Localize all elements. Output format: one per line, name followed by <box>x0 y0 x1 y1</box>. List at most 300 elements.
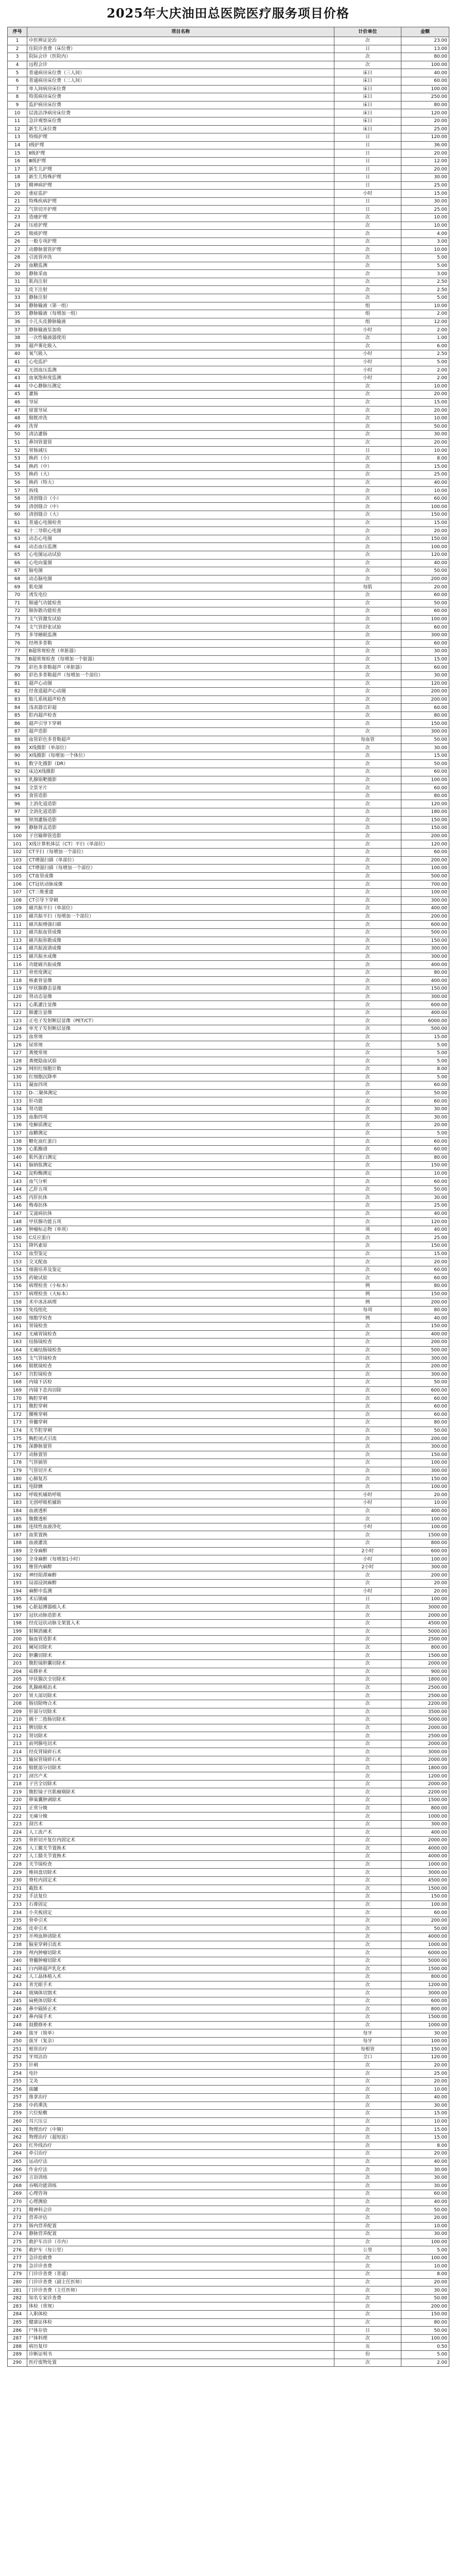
item-name: 医疗废物处置 <box>27 2359 334 2367</box>
price-amount: 40.00 <box>401 2094 449 2102</box>
row-number: 59 <box>8 503 27 511</box>
table-row <box>8 1732 449 1740</box>
table-row <box>8 744 449 752</box>
row-number: 94 <box>8 784 27 792</box>
pricing-unit: 次 <box>334 2230 401 2239</box>
item-name: 术后镇痛 <box>27 1596 334 1604</box>
price-amount: 400.00 <box>401 1507 449 1515</box>
row-number: 150 <box>8 1234 27 1242</box>
table-row <box>8 1178 449 1186</box>
item-name: 压疮护理 <box>27 222 334 230</box>
table-row <box>8 1780 449 1788</box>
pricing-unit: 次 <box>334 61 401 69</box>
item-name: 血浆置换 <box>27 1531 334 1539</box>
pricing-unit: 次 <box>334 1507 401 1515</box>
pricing-unit: 次 <box>334 1909 401 1917</box>
pricing-unit: 床日 <box>334 69 401 77</box>
table-row <box>8 1395 449 1403</box>
table-row <box>8 1266 449 1274</box>
price-amount: 20.00 <box>401 2278 449 2286</box>
pricing-unit: 小时 <box>334 1499 401 1507</box>
row-number: 95 <box>8 792 27 800</box>
item-name: 人工膝关节置换术 <box>27 1853 334 1861</box>
row-number: 135 <box>8 1113 27 1122</box>
pricing-unit: 床日 <box>334 117 401 125</box>
table-row <box>8 953 449 961</box>
table-row <box>8 1957 449 1965</box>
pricing-unit: 次 <box>334 503 401 511</box>
pricing-unit: 次 <box>334 422 401 431</box>
table-row <box>8 865 449 873</box>
price-amount: 100.00 <box>401 2238 449 2246</box>
item-name: 连续性血液净化 <box>27 1523 334 1531</box>
pricing-unit: 次 <box>334 1185 401 1194</box>
item-name: 超声心动图 <box>27 680 334 688</box>
table-row <box>8 1740 449 1748</box>
price-amount: 60.00 <box>401 1145 449 1154</box>
pricing-unit: 次 <box>334 2254 401 2262</box>
table-row <box>8 776 449 784</box>
price-amount: 80.00 <box>401 969 449 977</box>
item-name: 胸腔穿刺 <box>27 1395 334 1403</box>
item-name: 脊柱内固定术 <box>27 1876 334 1885</box>
row-number: 38 <box>8 334 27 342</box>
price-amount: 100.00 <box>401 1596 449 1604</box>
pricing-unit: 次 <box>334 1017 401 1025</box>
table-row <box>8 1402 449 1411</box>
pricing-unit: 日 <box>334 149 401 158</box>
item-name: 病历复印 <box>27 2343 334 2351</box>
price-amount: 1500.00 <box>401 1531 449 1539</box>
table-row <box>8 1009 449 1017</box>
item-name: 无痛结肠镜检查 <box>27 1346 334 1354</box>
header-no: 序号 <box>8 27 27 37</box>
row-number: 147 <box>8 1210 27 1218</box>
row-number: 244 <box>8 1989 27 1997</box>
item-name: 一次性输液器使用 <box>27 334 334 342</box>
table-row <box>8 2334 449 2343</box>
item-name: 关节腔穿刺 <box>27 1427 334 1435</box>
pricing-unit: 次 <box>334 1419 401 1427</box>
price-amount: 1500.00 <box>401 1652 449 1660</box>
table-row <box>8 1973 449 1981</box>
table-row <box>8 1820 449 1828</box>
pricing-unit: 次 <box>334 2126 401 2134</box>
table-row <box>8 511 449 519</box>
pricing-unit: 次 <box>334 1178 401 1186</box>
pricing-unit: 次 <box>334 1812 401 1821</box>
price-amount: 20.00 <box>401 391 449 399</box>
table-row <box>8 2327 449 2335</box>
price-amount: 30.00 <box>401 2102 449 2110</box>
table-row <box>8 937 449 945</box>
pricing-unit: 日 <box>334 165 401 174</box>
price-amount: 12.00 <box>401 318 449 326</box>
table-row <box>8 133 449 142</box>
table-row <box>8 1491 449 1499</box>
row-number: 63 <box>8 535 27 543</box>
table-row <box>8 591 449 599</box>
header-amount: 金额 <box>401 27 449 37</box>
item-name: 胎儿系统超声检查 <box>27 696 334 704</box>
row-number: 167 <box>8 1370 27 1379</box>
pricing-unit: 次 <box>334 1869 401 1877</box>
item-name: 冠状动脉造影术 <box>27 1612 334 1620</box>
table-row <box>8 2278 449 2286</box>
row-number: 64 <box>8 543 27 551</box>
table-row <box>8 1154 449 1162</box>
table-row <box>8 2302 449 2311</box>
item-name: 卵巢囊肿剥除术 <box>27 1797 334 1805</box>
item-name: 肌肉注射 <box>27 278 334 286</box>
item-name: 重症监护 <box>27 190 334 198</box>
pricing-unit: 次 <box>334 1250 401 1258</box>
item-name: 神经阻滞麻醉 <box>27 1571 334 1580</box>
pricing-unit: 次 <box>334 1628 401 1636</box>
table-row <box>8 945 449 953</box>
price-amount: 5000.00 <box>401 1628 449 1636</box>
item-name: 腹腔镜子宫肌瘤剔除术 <box>27 1788 334 1797</box>
table-row <box>8 2182 449 2190</box>
pricing-unit: 次 <box>334 382 401 391</box>
pricing-unit: 次 <box>334 800 401 808</box>
price-amount: 1800.00 <box>401 1676 449 1684</box>
row-number: 91 <box>8 760 27 768</box>
pricing-unit: 次 <box>334 591 401 599</box>
pricing-unit: 次 <box>334 1844 401 1853</box>
table-row <box>8 1427 449 1435</box>
pricing-unit: 次 <box>334 2294 401 2302</box>
item-name: 淀粉酶测定 <box>27 1170 334 1178</box>
row-number: 288 <box>8 2343 27 2351</box>
row-number: 171 <box>8 1402 27 1411</box>
pricing-unit: 次 <box>334 1234 401 1242</box>
item-name: 脑血管造影术 <box>27 1636 334 1644</box>
item-name: 超声引导下穿刺 <box>27 720 334 728</box>
pricing-unit: 次 <box>334 1435 401 1443</box>
price-amount: 120.00 <box>401 680 449 688</box>
pricing-unit: 次 <box>334 559 401 567</box>
pricing-unit: 次 <box>334 2158 401 2166</box>
pricing-unit: 次 <box>334 888 401 896</box>
table-row <box>8 1837 449 1845</box>
price-amount: 30.00 <box>401 2286 449 2295</box>
price-amount: 100.00 <box>401 2037 449 2045</box>
row-number: 83 <box>8 696 27 704</box>
pricing-unit: 次 <box>334 535 401 543</box>
price-amount: 40.00 <box>401 479 449 487</box>
table-row <box>8 1073 449 1081</box>
item-name: 腹腔穿刺 <box>27 1402 334 1411</box>
row-number: 49 <box>8 422 27 431</box>
pricing-unit: 次 <box>334 543 401 551</box>
table-row <box>8 2126 449 2134</box>
pricing-unit: 例 <box>334 1298 401 1307</box>
row-number: 137 <box>8 1129 27 1138</box>
price-amount: 60.00 <box>401 1178 449 1186</box>
pricing-unit: 次 <box>334 921 401 929</box>
item-name: 特需病房床位费 <box>27 93 334 101</box>
row-number: 77 <box>8 648 27 656</box>
price-amount: 2.00 <box>401 2359 449 2367</box>
item-name: 经皮冠状动脉支架置入术 <box>27 1619 334 1628</box>
item-name: CT增强扫描（每增加一个部位） <box>27 865 334 873</box>
item-name: 数字化摄影（DR） <box>27 760 334 768</box>
item-name: 网织红细胞计数 <box>27 1065 334 1074</box>
table-row <box>8 2061 449 2070</box>
item-name: 截肢术 <box>27 1885 334 1893</box>
pricing-unit: 次 <box>334 454 401 463</box>
item-name: 作业疗法 <box>27 2166 334 2174</box>
item-name: 营养评估 <box>27 2214 334 2222</box>
row-number: 255 <box>8 2077 27 2086</box>
pricing-unit: 次 <box>334 1515 401 1523</box>
item-name: 中心静脉压测定 <box>27 382 334 391</box>
item-name: 脾切除术 <box>27 1724 334 1732</box>
table-row <box>8 278 449 286</box>
row-number: 30 <box>8 270 27 278</box>
item-name: 人工髋关节置换术 <box>27 1844 334 1853</box>
price-amount: 50.00 <box>401 760 449 768</box>
price-amount: 2.50 <box>401 286 449 294</box>
row-number: 256 <box>8 2086 27 2094</box>
price-amount: 300.00 <box>401 1467 449 1475</box>
price-amount: 2200.00 <box>401 1788 449 1797</box>
price-amount: 200.00 <box>401 856 449 865</box>
price-amount: 120.00 <box>401 133 449 142</box>
price-amount: 80.00 <box>401 1282 449 1291</box>
table-row <box>8 37 449 45</box>
price-amount: 15.00 <box>401 752 449 760</box>
price-amount: 100.00 <box>401 1515 449 1523</box>
item-name: 磁共振水成像 <box>27 953 334 961</box>
row-number: 276 <box>8 2246 27 2255</box>
price-amount: 1.00 <box>401 334 449 342</box>
pricing-unit: 次 <box>334 1202 401 1210</box>
pricing-unit: 次 <box>334 1354 401 1363</box>
row-number: 37 <box>8 326 27 334</box>
price-amount: 2200.00 <box>401 1700 449 1708</box>
pricing-unit: 次 <box>334 711 401 720</box>
table-row <box>8 1001 449 1009</box>
row-number: 231 <box>8 1885 27 1893</box>
table-row <box>8 1539 449 1548</box>
table-row <box>8 1909 449 1917</box>
price-amount: 20.00 <box>401 2061 449 2070</box>
table-row <box>8 270 449 278</box>
item-name: 甲状腺次全切除术 <box>27 1676 334 1684</box>
table-row <box>8 551 449 560</box>
row-number: 50 <box>8 431 27 439</box>
price-amount: 5.00 <box>401 1057 449 1065</box>
row-number: 142 <box>8 1170 27 1178</box>
item-name: 全景牙片 <box>27 784 334 792</box>
price-amount: 10.00 <box>401 487 449 495</box>
price-amount: 40.00 <box>401 559 449 567</box>
table-row <box>8 1668 449 1676</box>
item-name: 功能磁共振成像 <box>27 961 334 969</box>
item-name: 心肺复苏 <box>27 1475 334 1483</box>
row-number: 27 <box>8 246 27 254</box>
pricing-unit: 次 <box>334 294 401 302</box>
pricing-unit: 次 <box>334 607 401 616</box>
row-number: 13 <box>8 133 27 142</box>
row-number: 254 <box>8 2070 27 2078</box>
price-amount: 500.00 <box>401 928 449 937</box>
price-amount: 600.00 <box>401 1386 449 1395</box>
row-number: 212 <box>8 1732 27 1740</box>
item-name: 乙肝五项 <box>27 1185 334 1194</box>
table-row <box>8 543 449 551</box>
table-row <box>8 2214 449 2222</box>
table-row <box>8 318 449 326</box>
row-number: 5 <box>8 69 27 77</box>
row-number: 269 <box>8 2190 27 2198</box>
pricing-unit: 次 <box>334 1451 401 1459</box>
pricing-unit: 次 <box>334 1323 401 1331</box>
pricing-unit: 次 <box>334 2359 401 2367</box>
pricing-unit: 次 <box>334 953 401 961</box>
row-number: 45 <box>8 391 27 399</box>
price-amount: 50.00 <box>401 422 449 431</box>
item-name: 肌电图 <box>27 583 334 591</box>
item-name: 换药（大） <box>27 471 334 479</box>
row-number: 280 <box>8 2278 27 2286</box>
price-amount: 300.00 <box>401 728 449 736</box>
row-number: 160 <box>8 1314 27 1323</box>
table-row <box>8 1065 449 1074</box>
item-name: 人工流产术 <box>27 1828 334 1837</box>
table-row <box>8 872 449 880</box>
pricing-unit: 份 <box>334 2351 401 2359</box>
row-number: 156 <box>8 1282 27 1291</box>
price-amount: 10.00 <box>401 2117 449 2126</box>
table-row <box>8 2222 449 2230</box>
table-row <box>8 840 449 849</box>
row-number: 145 <box>8 1194 27 1202</box>
pricing-unit: 次 <box>334 479 401 487</box>
item-name: 牵引治疗 <box>27 2150 334 2158</box>
pricing-unit: 次 <box>334 848 401 856</box>
table-row <box>8 1772 449 1781</box>
row-number: 14 <box>8 141 27 149</box>
table-row <box>8 2110 449 2118</box>
item-name: 腹腔镜胆囊切除术 <box>27 1659 334 1668</box>
row-number: 260 <box>8 2117 27 2126</box>
table-row <box>8 535 449 543</box>
row-number: 115 <box>8 953 27 961</box>
item-name: 全身麻醉（每增加1小时） <box>27 1555 334 1564</box>
pricing-unit: 次 <box>334 2174 401 2182</box>
table-row <box>8 711 449 720</box>
pricing-unit: 次 <box>334 1885 401 1893</box>
table-row <box>8 326 449 334</box>
table-row <box>8 1097 449 1106</box>
item-name: 钡剂灌肠造影 <box>27 816 334 824</box>
table-row <box>8 141 449 149</box>
pricing-unit: 日 <box>334 174 401 182</box>
price-amount: 15.00 <box>401 1033 449 1041</box>
pricing-unit: 次 <box>334 1346 401 1354</box>
table-row <box>8 45 449 53</box>
item-name: 电解质测定 <box>27 1122 334 1130</box>
row-number: 71 <box>8 599 27 607</box>
table-row <box>8 1676 449 1684</box>
price-amount: 300.00 <box>401 1370 449 1379</box>
price-amount: 50.00 <box>401 2327 449 2335</box>
row-number: 168 <box>8 1379 27 1387</box>
row-number: 180 <box>8 1475 27 1483</box>
table-row <box>8 2013 449 2022</box>
pricing-unit: 次 <box>334 2318 401 2327</box>
price-amount: 150.00 <box>401 1451 449 1459</box>
item-name: 尸体存放 <box>27 2327 334 2335</box>
pricing-unit: 小时 <box>334 1491 401 1499</box>
row-number: 57 <box>8 487 27 495</box>
item-name: 胸腔闭式引流 <box>27 1435 334 1443</box>
price-amount: 150.00 <box>401 535 449 543</box>
price-amount: 8.00 <box>401 454 449 463</box>
table-row <box>8 2230 449 2239</box>
row-number: 61 <box>8 519 27 527</box>
price-amount: 150.00 <box>401 816 449 824</box>
price-amount: 60.00 <box>401 768 449 776</box>
price-amount: 10.00 <box>401 302 449 310</box>
price-amount: 1000.00 <box>401 1812 449 1821</box>
item-name: 全消化道造影 <box>27 808 334 817</box>
row-number: 143 <box>8 1178 27 1186</box>
item-name: 动态心电图 <box>27 535 334 543</box>
table-row <box>8 792 449 800</box>
table-row <box>8 1507 449 1515</box>
row-number: 69 <box>8 583 27 591</box>
row-number: 144 <box>8 1185 27 1194</box>
price-amount: 100.00 <box>401 1483 449 1491</box>
pricing-unit: 次 <box>334 527 401 535</box>
table-row <box>8 350 449 359</box>
table-row <box>8 174 449 182</box>
price-amount: 5.00 <box>401 254 449 262</box>
pricing-unit: 次 <box>334 1804 401 1812</box>
price-amount: 300.00 <box>401 953 449 961</box>
item-name: 椎间盘切除术 <box>27 1869 334 1877</box>
table-row <box>8 454 449 463</box>
pricing-unit: 次 <box>334 1973 401 1981</box>
row-number: 86 <box>8 720 27 728</box>
item-name: 门诊诊查费（普通） <box>27 2270 334 2279</box>
price-amount: 200.00 <box>401 1338 449 1347</box>
row-number: 19 <box>8 181 27 190</box>
price-amount: 200.00 <box>401 1435 449 1443</box>
pricing-unit: 次 <box>334 768 401 776</box>
row-number: 133 <box>8 1097 27 1106</box>
price-amount: 10.00 <box>401 382 449 391</box>
item-name: 青光眼手术 <box>27 1981 334 1989</box>
item-name: 开颅血肿清除术 <box>27 1933 334 1941</box>
row-number: 221 <box>8 1804 27 1812</box>
row-number: 214 <box>8 1748 27 1756</box>
row-number: 39 <box>8 342 27 350</box>
item-name: 小儿头皮静脉输液 <box>27 318 334 326</box>
price-amount: 150.00 <box>401 985 449 993</box>
table-row <box>8 206 449 214</box>
item-name: 剖宫产术 <box>27 1772 334 1781</box>
table-row <box>8 639 449 648</box>
pricing-unit: 次 <box>334 471 401 479</box>
price-amount: 15.00 <box>401 2126 449 2134</box>
table-row <box>8 1386 449 1395</box>
price-amount: 1200.00 <box>401 1772 449 1781</box>
